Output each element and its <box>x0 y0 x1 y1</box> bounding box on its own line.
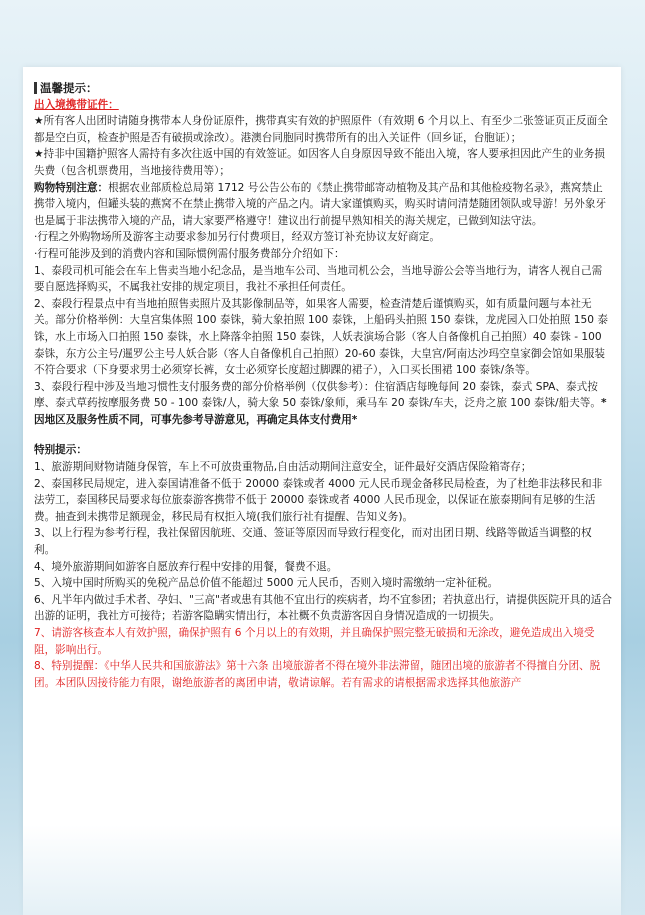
shopping-notice <box>34 180 612 230</box>
shopping-item-3-text: 3、泰段行程中涉及当地习惯性支付服务费的部分价格举例（仅供参考）：住宿酒店每晚每间 20 泰铢，泰式 SPA、泰式按摩、泰式草药按摩服务费 50 - 100 泰铢/人，骑大象 50 泰铢/象师，乘马车 20 泰铢/车夫，泛舟之旅 100 泰铢/船夫等。 <box>34 380 601 410</box>
background-decoration <box>0 825 645 915</box>
entry-docs-item-1: ★所有客人出团时请随身携带本人身份证原件，携带真实有效的护照原件（有效期 6 个月以上、有至少二张签证页正反面全都是空白页，检查护照是否有破损或涂改）。港澳台同胞同时携带所有的出入关证件（回乡证，台胞证）； <box>34 115 608 144</box>
shopping-notice-label: 购物特别注意： <box>34 181 109 194</box>
special-tip-8: 8、特别提醒：《中华人民共和国旅游法》第十六条 出境旅游者不得在境外非法滞留，随团出境的旅游者不得擅自分团、脱团。本团队因接待能力有限，谢绝旅游者的离团申请，敬请谅解。若有需求的请根据需求选择其他旅游产 <box>34 660 601 689</box>
shopping-notice-text: 根据农业部质检总局第 1712 号公告公布的《禁止携带邮寄动植物及其产品和其他检疫物名录》，燕窝禁止携带入境内，但罐头装的燕窝不在禁止携带入境的产品之内。请大家谨慎购买，购买时请问清楚随团领队或导游！另外象牙也是属于非法携带入境的产品，请大家要严格遵守！建议出行前提早熟知相关的海关规定，已做到知法守法。 <box>34 181 607 227</box>
heading-text: 温馨提示： <box>40 81 98 95</box>
shopping-line-2: ·行程可能涉及到的消费内容和国际惯例需付服务费部分介绍如下： <box>34 247 345 260</box>
entry-docs-item-2: ★持非中国籍护照客人需持有多次往返中国的有效签证。如因客人自身原因导致不能出入境，客人要承担因此产生的业务损失费（包含机票费用，当地接待费用等）； <box>34 148 605 177</box>
shopping-item-3 <box>34 379 612 429</box>
special-tip-6: 6、凡半年内做过手术者、孕妇、"三高"者或患有其他不宜出行的疾病者，均不宜参团；若执意出行，请提供医院开具的适合出游的证明，我社方可接待；若游客隐瞒实情出行，本社概不负责游客因自身情况造成的一切损失。 <box>34 593 612 623</box>
spacer <box>34 428 612 442</box>
shopping-item-2: 2、泰段行程景点中有当地拍照售卖照片及其影像制品等，如果客人需要，检查清楚后谨慎购买，如有质量问题与本社无关。部分价格举例：大皇宫集体照 100 泰铢，骑大象拍照 100 泰铢，上船码头拍照 150 泰铢，龙虎园入口处拍照 150 泰铢，水上市场入口拍照 150 泰铢，水上降落伞拍照 150 泰铢，人妖表演场合影（客人自备像机自己拍照）40 泰铢 - 100 泰铢，东方公主号/暹罗公主号人妖合影（客人自备像机自己拍照）20-60 泰铢，大皇宫/阿南达沙玛空皇家御会馆如果服装不符合要求（下身要求男士必须穿长裤，女士必须穿长度超过脚踝的裙子），入口买长围裙 100 泰铢/条等。 <box>34 297 608 377</box>
special-tips-title: 特别提示： <box>34 444 87 457</box>
special-tip-7: 7、请游客核查本人有效护照，确保护照有 6 个月以上的有效期，并且确保护照完整无破损和无涂改，避免造成出入境受阻，影响出行。 <box>34 627 595 656</box>
shopping-line-1: ·行程之外购物场所及游客主动要求参加另行付费项目，经双方签订补充协议友好商定。 <box>34 231 440 244</box>
notice-content <box>34 80 612 691</box>
special-tip-1: 1、旅游期间财物请随身保管，车上不可放贵重物品,自由活动期间注意安全，证件最好交酒店保险箱寄存； <box>34 461 532 474</box>
shopping-item-3-note: *因地区及服务性质不同，可事先参考导游意见，再确定具体支付费用* <box>34 397 607 426</box>
special-tip-3: 3、以上行程为参考行程，我社保留因航班、交通、签证等原因而导致行程变化，而对出团日期、线路等做适当调整的权利。 <box>34 527 592 557</box>
special-tip-2: 2、泰国移民局规定，进入泰国请准备不低于 20000 泰铢或者 4000 元人民币现金备移民局检查，为了杜绝非法移民和非法劳工，泰国移民局要求每位旅泰游客携带不低于 20000 泰铢或者 4000 人民币现金，以保证在旅泰期间有足够的生活费。抽查到未携带足额现金，移民局有权拒入境(我们旅行社有提醒、告知义务)。 <box>34 477 603 523</box>
shopping-item-1: 1、泰段司机可能会在车上售卖当地小纪念品，是当地车公司、当地司机公会，当地导游公会等当地行为，请客人视自己需要自愿选择购买，不属我社安排的规定项目，我社不承担任何责任。 <box>34 264 603 294</box>
special-tip-4: 4、境外旅游期间如游客自愿放弃行程中安排的用餐，餐费不退。 <box>34 560 338 573</box>
entry-docs-subtitle: 出入境携带证件： <box>34 98 119 111</box>
heading-bar-icon <box>34 82 37 94</box>
section-heading <box>34 80 612 97</box>
special-tip-5: 5、入境中国时所购买的免税产品总价值不能超过 5000 元人民币，否则入境时需缴纳一定补征税。 <box>34 577 499 590</box>
